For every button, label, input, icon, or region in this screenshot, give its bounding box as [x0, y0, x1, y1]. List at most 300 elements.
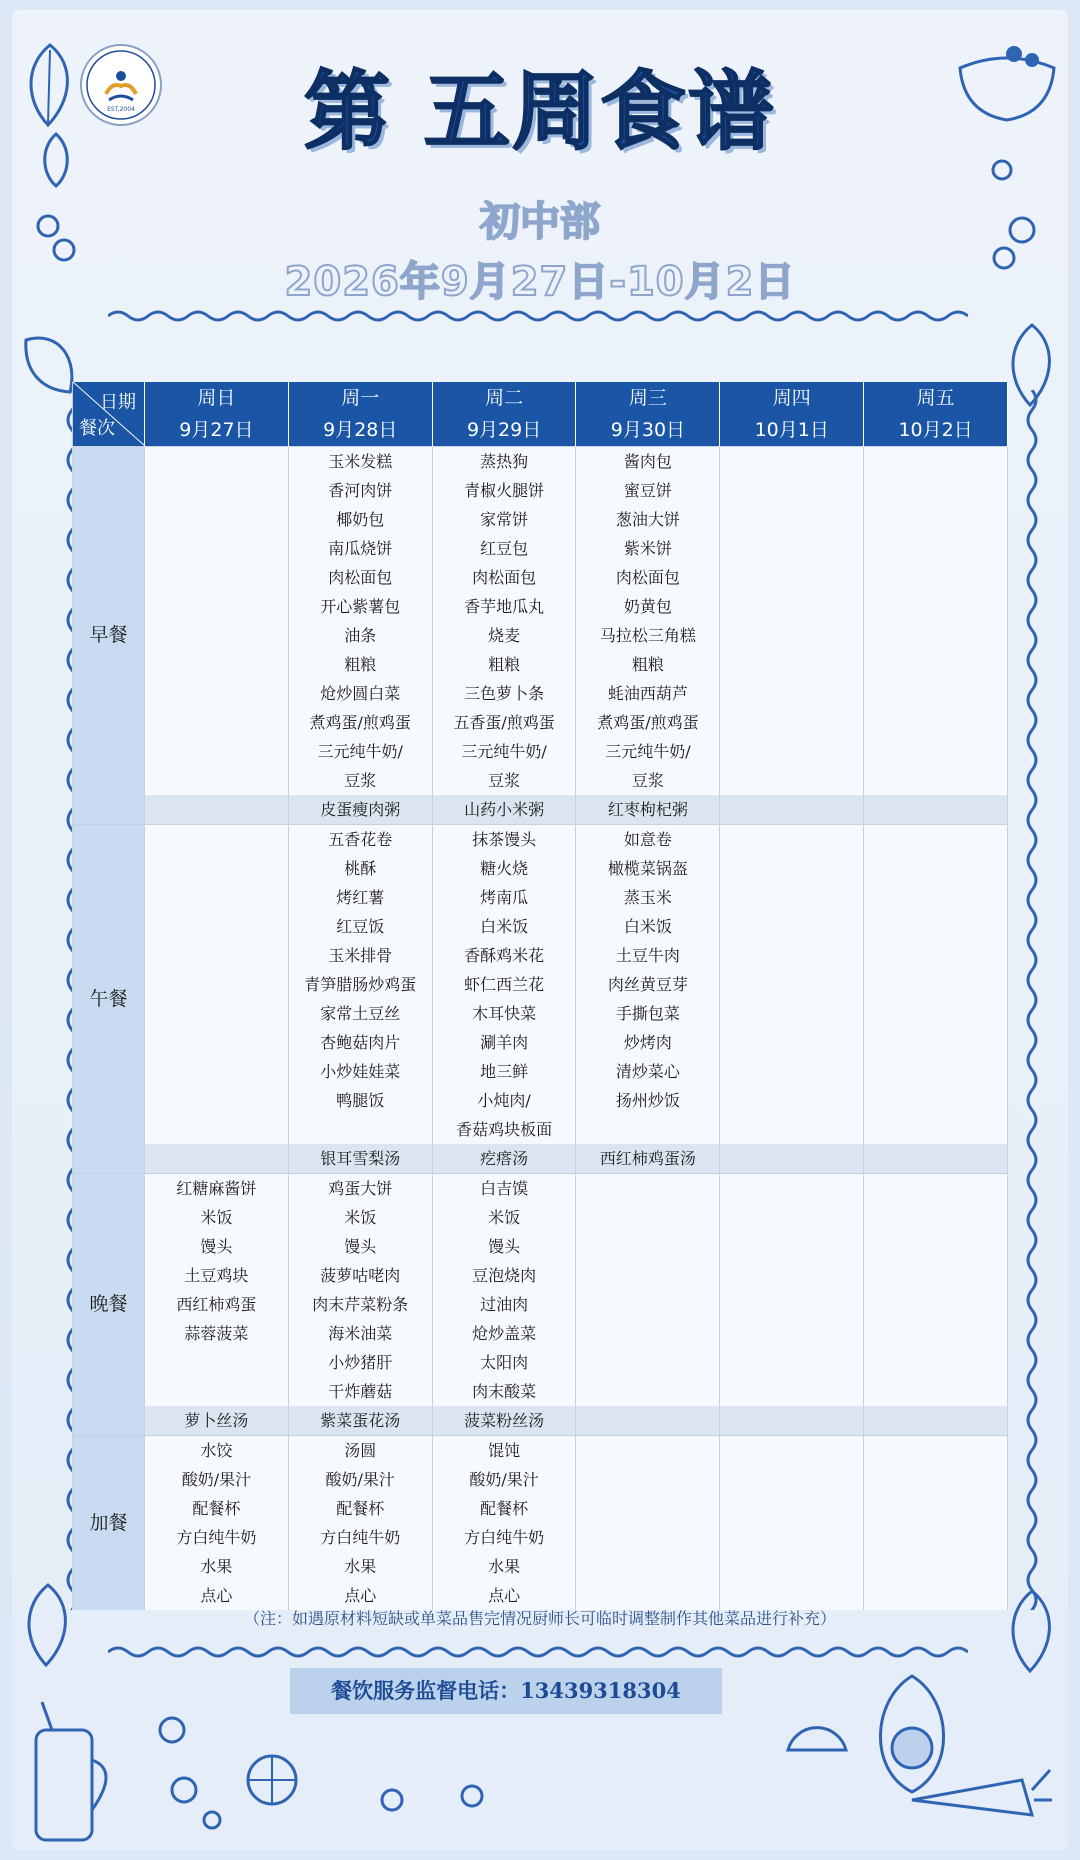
- dish-cell: [576, 1115, 720, 1144]
- dish-cell: 水果: [432, 1552, 576, 1581]
- dish-cell: 粗粮: [576, 650, 720, 679]
- menu-row: [73, 970, 1008, 999]
- fruit-dots-icon: [152, 1710, 242, 1840]
- menu-row: [73, 447, 1008, 477]
- weekday-header: 周四: [720, 382, 864, 414]
- dish-cell: [720, 737, 864, 766]
- menu-row: [73, 795, 1008, 825]
- menu-row: [73, 854, 1008, 883]
- dish-cell: 太阳肉: [432, 1348, 576, 1377]
- dish-cell: [864, 970, 1008, 999]
- dish-cell: [864, 1203, 1008, 1232]
- dish-cell: 点心: [288, 1581, 432, 1610]
- dish-cell: 烧麦: [432, 621, 576, 650]
- dish-cell: 过油肉: [432, 1290, 576, 1319]
- dish-cell: 方白纯牛奶: [288, 1523, 432, 1552]
- menu-row: [73, 912, 1008, 941]
- dish-cell: [864, 912, 1008, 941]
- dish-cell: 米饭: [145, 1203, 289, 1232]
- menu-row: [73, 999, 1008, 1028]
- dish-cell: 香菇鸡块板面: [432, 1115, 576, 1144]
- corner-meal-label: 餐次: [79, 418, 115, 439]
- dish-cell: [720, 708, 864, 737]
- dish-cell: [720, 883, 864, 912]
- menu-row: [73, 1144, 1008, 1174]
- date-range: 2026年9月27日-10月2日: [284, 259, 796, 305]
- page-subtitle: 初中部: [480, 199, 600, 245]
- menu-table: [72, 382, 1008, 1610]
- dish-cell: [720, 1523, 864, 1552]
- menu-row: [73, 1552, 1008, 1581]
- weekday-header: 周日: [145, 382, 289, 414]
- dish-cell: 方白纯牛奶: [145, 1523, 289, 1552]
- dish-cell: 开心紫薯包: [288, 592, 432, 621]
- dish-cell: [720, 1086, 864, 1115]
- dish-cell: [145, 912, 289, 941]
- blueberry-bottom-icon: [372, 1770, 492, 1830]
- dish-cell: [145, 621, 289, 650]
- dish-cell: 玉米排骨: [288, 941, 432, 970]
- dish-cell: 小炒猪肝: [288, 1348, 432, 1377]
- dish-cell: [864, 679, 1008, 708]
- dish-cell: 小炒娃娃菜: [288, 1057, 432, 1086]
- dish-cell: [145, 999, 289, 1028]
- dish-cell: 家常土豆丝: [288, 999, 432, 1028]
- date-header: 10月2日: [864, 414, 1008, 447]
- dish-cell: [720, 1174, 864, 1204]
- dish-cell: 小炖肉/: [432, 1086, 576, 1115]
- dish-cell: [720, 621, 864, 650]
- dish-cell: [720, 825, 864, 855]
- dish-cell: [864, 447, 1008, 477]
- dish-cell: 烤南瓜: [432, 883, 576, 912]
- dish-cell: [720, 1115, 864, 1144]
- menu-row: [73, 1348, 1008, 1377]
- dish-cell: [864, 1436, 1008, 1466]
- dish-cell: 三元纯牛奶/: [432, 737, 576, 766]
- dish-cell: 豆浆: [432, 766, 576, 795]
- dish-cell: 木耳快菜: [432, 999, 576, 1028]
- dish-cell: 鸭腿饭: [288, 1086, 432, 1115]
- dish-cell: 酸奶/果汁: [145, 1465, 289, 1494]
- menu-row: [73, 1436, 1008, 1466]
- dish-cell: 海米油菜: [288, 1319, 432, 1348]
- dish-cell: [720, 766, 864, 795]
- dish-cell: 萝卜丝汤: [145, 1406, 289, 1436]
- dish-cell: 奶黄包: [576, 592, 720, 621]
- dish-cell: 三元纯牛奶/: [288, 737, 432, 766]
- dish-cell: [864, 505, 1008, 534]
- dish-cell: [720, 1057, 864, 1086]
- wavy-border-right: [1024, 390, 1040, 1610]
- corner-cell: [73, 382, 145, 447]
- dish-cell: [720, 447, 864, 477]
- logo-est-text: EST.2004: [107, 106, 135, 113]
- dish-cell: [864, 1115, 1008, 1144]
- dish-cell: 肉丝黄豆芽: [576, 970, 720, 999]
- dish-cell: 炒烤肉: [576, 1028, 720, 1057]
- dish-cell: 酱肉包: [576, 447, 720, 477]
- menu-row: [73, 1086, 1008, 1115]
- dish-cell: [145, 883, 289, 912]
- dish-cell: 马拉松三角糕: [576, 621, 720, 650]
- juice-jar-icon: [22, 1700, 132, 1850]
- dish-cell: 蒸热狗: [432, 447, 576, 477]
- dish-cell: [145, 854, 289, 883]
- menu-row: [73, 563, 1008, 592]
- dish-cell: [145, 505, 289, 534]
- dish-cell: [720, 650, 864, 679]
- dish-cell: [864, 1348, 1008, 1377]
- dish-cell: 红糖麻酱饼: [145, 1174, 289, 1204]
- dish-cell: 手撕包菜: [576, 999, 720, 1028]
- dish-cell: 五香花卷: [288, 825, 432, 855]
- dish-cell: 酸奶/果汁: [288, 1465, 432, 1494]
- wavy-border-top: [108, 308, 968, 324]
- dish-cell: [864, 825, 1008, 855]
- dish-cell: 疙瘩汤: [432, 1144, 576, 1174]
- dish-cell: [864, 1144, 1008, 1174]
- dish-cell: [720, 592, 864, 621]
- supervision-phone-box: [290, 1668, 722, 1714]
- meal-label: 午餐: [73, 825, 145, 1174]
- dish-cell: [864, 854, 1008, 883]
- dish-cell: [145, 447, 289, 477]
- dish-cell: [864, 592, 1008, 621]
- dish-cell: 肉末芹菜粉条: [288, 1290, 432, 1319]
- dish-cell: [864, 1377, 1008, 1406]
- dish-cell: 点心: [145, 1581, 289, 1610]
- dish-cell: [576, 1552, 720, 1581]
- dish-cell: [576, 1465, 720, 1494]
- dish-cell: [720, 1494, 864, 1523]
- dish-cell: [864, 1465, 1008, 1494]
- menu-row: [73, 1115, 1008, 1144]
- dish-cell: 玉米发糕: [288, 447, 432, 477]
- dish-cell: [720, 1290, 864, 1319]
- footnote: （注：如遇原材料短缺或单菜品售完情况厨师长可临时调整制作其他菜品进行补充）: [243, 1609, 836, 1628]
- dish-cell: 米饭: [432, 1203, 576, 1232]
- dish-cell: 白米饭: [576, 912, 720, 941]
- dish-cell: [576, 1174, 720, 1204]
- date-header: 9月28日: [288, 414, 432, 447]
- weekday-header: 周三: [576, 382, 720, 414]
- dish-cell: [576, 1377, 720, 1406]
- dish-cell: 蚝油西葫芦: [576, 679, 720, 708]
- dish-cell: 豆浆: [288, 766, 432, 795]
- date-header: 9月27日: [145, 414, 289, 447]
- dish-cell: [864, 1028, 1008, 1057]
- dish-cell: [720, 1406, 864, 1436]
- dish-cell: [145, 708, 289, 737]
- date-header: 10月1日: [720, 414, 864, 447]
- phone-number[interactable]: 13439318304: [520, 1678, 681, 1703]
- dish-cell: [720, 1348, 864, 1377]
- dish-cell: [864, 1261, 1008, 1290]
- dish-cell: [864, 1232, 1008, 1261]
- dish-cell: 馒头: [432, 1232, 576, 1261]
- dish-cell: 土豆牛肉: [576, 941, 720, 970]
- dish-cell: 煮鸡蛋/煎鸡蛋: [576, 708, 720, 737]
- dish-cell: [864, 737, 1008, 766]
- dish-cell: 酸奶/果汁: [432, 1465, 576, 1494]
- dish-cell: [145, 737, 289, 766]
- dish-cell: 家常饼: [432, 505, 576, 534]
- carrot-icon: [902, 1760, 1052, 1840]
- dish-cell: [864, 1174, 1008, 1204]
- menu-row: [73, 1465, 1008, 1494]
- dish-cell: 水饺: [145, 1436, 289, 1466]
- dish-cell: [576, 1406, 720, 1436]
- dish-cell: [864, 1086, 1008, 1115]
- menu-row: [73, 1057, 1008, 1086]
- dish-cell: 西红柿鸡蛋: [145, 1290, 289, 1319]
- dish-cell: 山药小米粥: [432, 795, 576, 825]
- dish-cell: [145, 476, 289, 505]
- dish-cell: 蜜豆饼: [576, 476, 720, 505]
- dish-cell: 配餐杯: [432, 1494, 576, 1523]
- dish-cell: 煮鸡蛋/煎鸡蛋: [288, 708, 432, 737]
- dish-cell: [145, 795, 289, 825]
- dish-cell: 点心: [432, 1581, 576, 1610]
- dish-cell: 馄饨: [432, 1436, 576, 1466]
- dish-cell: 三色萝卜条: [432, 679, 576, 708]
- menu-row: [73, 1232, 1008, 1261]
- dish-cell: [720, 1552, 864, 1581]
- dish-cell: [864, 1406, 1008, 1436]
- menu-row: [73, 679, 1008, 708]
- dish-cell: 地三鲜: [432, 1057, 576, 1086]
- dish-cell: [576, 1523, 720, 1552]
- dish-cell: 菠萝咕咾肉: [288, 1261, 432, 1290]
- dish-cell: [864, 476, 1008, 505]
- dish-cell: [864, 795, 1008, 825]
- dish-cell: 肉松面包: [576, 563, 720, 592]
- dish-cell: [145, 679, 289, 708]
- dish-cell: [145, 1028, 289, 1057]
- menu-row: [73, 708, 1008, 737]
- dish-cell: [288, 1115, 432, 1144]
- dish-cell: [864, 941, 1008, 970]
- dish-cell: [145, 1348, 289, 1377]
- menu-row: [73, 476, 1008, 505]
- dish-cell: 米饭: [288, 1203, 432, 1232]
- menu-row: [73, 766, 1008, 795]
- menu-row: [73, 534, 1008, 563]
- dish-cell: 银耳雪梨汤: [288, 1144, 432, 1174]
- dish-cell: [576, 1348, 720, 1377]
- dish-cell: 如意卷: [576, 825, 720, 855]
- dish-cell: 汤圆: [288, 1436, 432, 1466]
- dish-cell: [145, 650, 289, 679]
- dish-cell: [864, 883, 1008, 912]
- dish-cell: 虾仁西兰花: [432, 970, 576, 999]
- dish-cell: [145, 592, 289, 621]
- menu-row: [73, 1174, 1008, 1204]
- dish-cell: 炝炒圆白菜: [288, 679, 432, 708]
- menu-row: [73, 825, 1008, 855]
- menu-row: [73, 1261, 1008, 1290]
- dish-cell: [720, 1203, 864, 1232]
- weekday-header: 周二: [432, 382, 576, 414]
- menu-row: [73, 592, 1008, 621]
- meal-label: 早餐: [73, 447, 145, 825]
- dish-cell: 蒸玉米: [576, 883, 720, 912]
- dish-cell: [145, 1086, 289, 1115]
- dish-cell: [576, 1232, 720, 1261]
- dish-cell: [145, 766, 289, 795]
- dish-cell: 香酥鸡米花: [432, 941, 576, 970]
- dish-cell: 蒜蓉菠菜: [145, 1319, 289, 1348]
- dish-cell: [720, 1144, 864, 1174]
- dish-cell: 馒头: [288, 1232, 432, 1261]
- dish-cell: 白米饭: [432, 912, 576, 941]
- dish-cell: [864, 1319, 1008, 1348]
- dish-cell: 红豆饭: [288, 912, 432, 941]
- dish-cell: [864, 1057, 1008, 1086]
- dish-cell: [145, 941, 289, 970]
- dish-cell: [145, 825, 289, 855]
- dish-cell: [864, 999, 1008, 1028]
- menu-row: [73, 1523, 1008, 1552]
- menu-row: [73, 1377, 1008, 1406]
- menu-row: [73, 1319, 1008, 1348]
- dish-cell: 肉松面包: [288, 563, 432, 592]
- dish-cell: 三元纯牛奶/: [576, 737, 720, 766]
- dish-cell: [720, 854, 864, 883]
- dish-cell: 油条: [288, 621, 432, 650]
- dish-cell: 桃酥: [288, 854, 432, 883]
- menu-row: [73, 1290, 1008, 1319]
- corner-date-label: 日期: [100, 392, 136, 413]
- menu-row: [73, 1494, 1008, 1523]
- dish-cell: 扬州炒饭: [576, 1086, 720, 1115]
- dish-cell: [720, 505, 864, 534]
- dish-cell: 青笋腊肠炒鸡蛋: [288, 970, 432, 999]
- lemon-slice-icon: [782, 1700, 852, 1760]
- dish-cell: [145, 1115, 289, 1144]
- dish-cell: [720, 970, 864, 999]
- date-header: 9月29日: [432, 414, 576, 447]
- wavy-border-bottom: [108, 1644, 968, 1660]
- dish-cell: [720, 679, 864, 708]
- dish-cell: [720, 1232, 864, 1261]
- dish-cell: [864, 563, 1008, 592]
- dish-cell: 配餐杯: [145, 1494, 289, 1523]
- dish-cell: 白吉馍: [432, 1174, 576, 1204]
- dish-cell: [576, 1494, 720, 1523]
- weekday-header: 周一: [288, 382, 432, 414]
- dish-cell: [720, 1465, 864, 1494]
- dish-cell: 涮羊肉: [432, 1028, 576, 1057]
- dish-cell: [145, 1057, 289, 1086]
- dish-cell: [145, 1377, 289, 1406]
- dish-cell: 红豆包: [432, 534, 576, 563]
- dish-cell: [864, 1523, 1008, 1552]
- dish-cell: 馒头: [145, 1232, 289, 1261]
- menu-row: [73, 737, 1008, 766]
- dish-cell: [576, 1436, 720, 1466]
- dish-cell: [720, 912, 864, 941]
- dish-cell: [720, 1377, 864, 1406]
- menu-row: [73, 883, 1008, 912]
- dish-cell: [720, 1436, 864, 1466]
- dish-cell: 香芋地瓜丸: [432, 592, 576, 621]
- dish-cell: 椰奶包: [288, 505, 432, 534]
- dish-cell: 方白纯牛奶: [432, 1523, 576, 1552]
- phone-label: 餐饮服务监督电话：: [331, 1678, 521, 1703]
- dish-cell: [576, 1319, 720, 1348]
- date-header: 9月30日: [576, 414, 720, 447]
- dish-cell: 烤红薯: [288, 883, 432, 912]
- dish-cell: 肉末酸菜: [432, 1377, 576, 1406]
- menu-row: [73, 650, 1008, 679]
- page-title: 第 五周食谱: [304, 62, 776, 162]
- dish-cell: [864, 534, 1008, 563]
- dish-cell: [145, 563, 289, 592]
- dish-cell: 粗粮: [288, 650, 432, 679]
- meal-label: 加餐: [73, 1436, 145, 1611]
- dish-cell: [720, 1261, 864, 1290]
- dish-cell: [720, 795, 864, 825]
- dish-cell: [864, 650, 1008, 679]
- dish-cell: 皮蛋瘦肉粥: [288, 795, 432, 825]
- menu-row: [73, 1406, 1008, 1436]
- dish-cell: 五香蛋/煎鸡蛋: [432, 708, 576, 737]
- menu-row: [73, 941, 1008, 970]
- dish-cell: 肉松面包: [432, 563, 576, 592]
- dish-cell: 水果: [145, 1552, 289, 1581]
- dish-cell: [576, 1203, 720, 1232]
- dish-cell: [864, 1290, 1008, 1319]
- dish-cell: 青椒火腿饼: [432, 476, 576, 505]
- dish-cell: 糖火烧: [432, 854, 576, 883]
- menu-row: [73, 1203, 1008, 1232]
- dish-cell: 橄榄菜锅盔: [576, 854, 720, 883]
- dish-cell: [720, 534, 864, 563]
- dish-cell: 配餐杯: [288, 1494, 432, 1523]
- orange-slice-icon: [242, 1750, 302, 1810]
- dish-cell: [720, 1319, 864, 1348]
- dish-cell: [720, 941, 864, 970]
- dish-cell: 南瓜烧饼: [288, 534, 432, 563]
- dish-cell: 鸡蛋大饼: [288, 1174, 432, 1204]
- dish-cell: [864, 1494, 1008, 1523]
- dish-cell: [145, 534, 289, 563]
- dish-cell: 豆浆: [576, 766, 720, 795]
- dish-cell: [720, 999, 864, 1028]
- dish-cell: 香河肉饼: [288, 476, 432, 505]
- dish-cell: [145, 970, 289, 999]
- dish-cell: 菠菜粉丝汤: [432, 1406, 576, 1436]
- dish-cell: [864, 621, 1008, 650]
- dish-cell: 葱油大饼: [576, 505, 720, 534]
- dish-cell: [720, 1028, 864, 1057]
- menu-row: [73, 505, 1008, 534]
- menu-row: [73, 1028, 1008, 1057]
- dish-cell: [576, 1261, 720, 1290]
- dish-cell: 红枣枸杞粥: [576, 795, 720, 825]
- dish-cell: 杏鲍菇肉片: [288, 1028, 432, 1057]
- dish-cell: 水果: [288, 1552, 432, 1581]
- dish-cell: [864, 766, 1008, 795]
- dish-cell: 紫菜蛋花汤: [288, 1406, 432, 1436]
- dish-cell: 抹茶馒头: [432, 825, 576, 855]
- dish-cell: 西红柿鸡蛋汤: [576, 1144, 720, 1174]
- dish-cell: [720, 563, 864, 592]
- dish-cell: [864, 708, 1008, 737]
- dish-cell: [145, 1144, 289, 1174]
